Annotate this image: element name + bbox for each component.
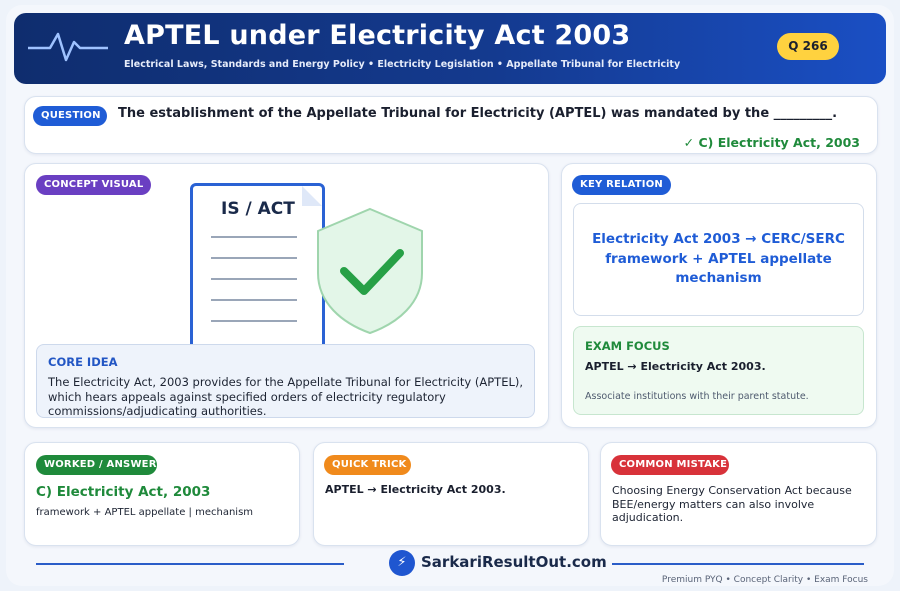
document-line	[211, 236, 297, 238]
shield-check-icon	[316, 207, 424, 335]
common-mistake-label: COMMON MISTAKE	[611, 455, 729, 475]
page-title: APTEL under Electricity Act 2003	[124, 20, 631, 51]
brand-name[interactable]: SarkariResultOut.com	[421, 553, 607, 571]
brand-logo-icon: ⚡	[389, 550, 415, 576]
exam-focus-heading: EXAM FOCUS	[585, 339, 670, 353]
core-idea-heading: CORE IDEA	[48, 355, 118, 369]
worked-answer-label: WORKED / ANSWER	[36, 455, 157, 475]
footer-divider-right	[612, 563, 864, 565]
quick-trick-label: QUICK TRICK	[324, 455, 411, 475]
question-number-badge: Q 266	[777, 33, 839, 60]
key-relation-label: KEY RELATION	[572, 175, 671, 195]
breadcrumb: Electrical Laws, Standards and Energy Policy • Electricity Legislation • Appellate Tribunal for Electricity	[124, 59, 681, 70]
common-mistake-text: Choosing Energy Conservation Act because BEE/energy matters can also involve adjudication.	[612, 484, 852, 524]
question-label: QUESTION	[33, 106, 107, 126]
pulse-icon	[28, 28, 108, 64]
footer-tagline: Premium PYQ • Concept Clarity • Exam Focus	[661, 575, 868, 585]
footer-divider-left	[36, 563, 344, 565]
document-line	[211, 299, 297, 301]
core-idea-text: The Electricity Act, 2003 provides for the Appellate Tribunal for Electricity (APTEL), which hears appeals against specified orders of electricity regulatory commissions/adjudicating authorities.	[48, 375, 524, 418]
document-line	[211, 257, 297, 259]
key-relation-text: Electricity Act 2003 → CERC/SERC framework + APTEL appellate mechanism	[592, 231, 845, 286]
document-corner-fold	[302, 186, 322, 206]
worked-answer-note: framework + APTEL appellate | mechanism	[36, 507, 254, 518]
document-line	[211, 320, 297, 322]
concept-visual-label: CONCEPT VISUAL	[36, 175, 151, 195]
question-text: The establishment of the Appellate Tribunal for Electricity (APTEL) was mandated by the _________.	[118, 106, 838, 121]
document-title: IS / ACT	[221, 199, 295, 219]
document-line	[211, 278, 297, 280]
exam-focus-note: Associate institutions with their parent statute.	[585, 391, 809, 402]
worked-answer-text: C) Electricity Act, 2003	[36, 484, 211, 500]
exam-focus-text: APTEL → Electricity Act 2003.	[585, 360, 766, 373]
quick-trick-text: APTEL → Electricity Act 2003.	[325, 483, 506, 496]
correct-answer: ✓ C) Electricity Act, 2003	[683, 135, 860, 150]
